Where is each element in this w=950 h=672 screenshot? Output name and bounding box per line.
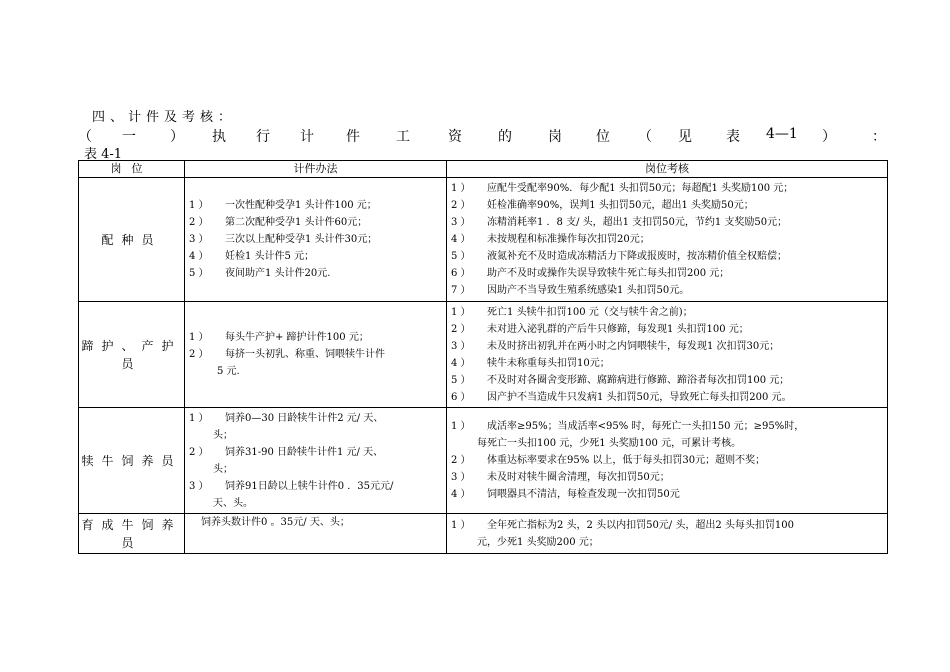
list-item: 4 ） 饲喂器具不清洁，每检查发现一次扣罚50元 bbox=[451, 489, 680, 500]
list-item: 2 ） 妊检准确率90%，误判1 头扣罚50元，超出1 头奖励50元； bbox=[451, 200, 754, 211]
table-caption: 表 4-1 bbox=[84, 147, 123, 162]
list-item-continuation: 头； bbox=[213, 429, 233, 441]
heading-char: 资 bbox=[448, 129, 462, 145]
list-item: 3 ） 未及时对犊牛圈舍清理，每次扣罚50元； bbox=[451, 472, 670, 483]
list-item-continuation: 每死亡一头扣100 元，少死1 头奖励100 元，可累计考核。 bbox=[477, 438, 742, 449]
method-cell bbox=[185, 178, 447, 302]
heading-char: 表 bbox=[726, 129, 740, 145]
list-item: 1 ） 成活率≥95%；当成活率<95% 时，每死亡一头扣150 元；≥95%时， bbox=[451, 421, 805, 432]
list-item-continuation: 元，少死1 头奖励200 元； bbox=[477, 536, 599, 548]
list-item: 5 ） 不及时对各圈舍变形蹄、腐蹄病进行修蹄、蹄浴者每次扣罚100 元； bbox=[451, 374, 790, 386]
heading-char: 件 bbox=[346, 129, 360, 145]
heading-char: ） bbox=[822, 129, 836, 145]
list-item: 3 ） 未及时挤出初乳并在两小时之内饲喂犊牛，每发现1 次扣罚30元； bbox=[451, 340, 780, 352]
table-header-row bbox=[79, 161, 888, 178]
list-item: 1 ） 一次性配种受孕1 头计件100 元； bbox=[189, 200, 377, 211]
list-item: 4 ） 妊检1 头计件5 元； bbox=[189, 251, 315, 262]
list-item: 3 ） 冻精消耗率1 ．8 支/ 头，超出1 支扣罚50元，节约1 支奖励50元； bbox=[451, 217, 788, 228]
heading-char: 一 bbox=[122, 129, 136, 145]
list-item: 5 ） 液氮补充不及时造成冻精活力下降或报废时，按冻精价值全权赔偿； bbox=[451, 251, 787, 262]
list-item: 1 ） 死亡1 头犊牛扣罚100 元（交与犊牛舍之前)； bbox=[451, 306, 693, 318]
subsection-heading bbox=[78, 126, 886, 144]
heading-char: 行 bbox=[256, 129, 270, 145]
assessment-cell bbox=[447, 178, 888, 302]
method-cell bbox=[185, 408, 447, 514]
list-item: 1 ） 饲养0—30 日龄犊牛计件2 元/ 天、 bbox=[189, 412, 384, 424]
list-item: 3 ） 三次以上配种受孕1 头计件30元； bbox=[189, 234, 378, 245]
list-item: 7 ） 因助产不当导致生殖系统感染1 头扣罚50元。 bbox=[451, 285, 690, 296]
heading-char: 计 bbox=[300, 129, 314, 145]
list-item: 3 ） 饲养91日龄以上犊牛计件0 ．35元元/ bbox=[189, 480, 394, 492]
heading-char: （ bbox=[638, 129, 652, 145]
header-assessment: 岗位考核 bbox=[447, 161, 888, 178]
heading-char: 见 bbox=[678, 129, 692, 145]
list-item: 2 ） 第二次配种受孕1 头计件60元； bbox=[189, 217, 368, 228]
header-position: 岗位 bbox=[79, 161, 185, 178]
heading-char: 岗 bbox=[548, 129, 562, 145]
list-item-continuation: 头； bbox=[213, 463, 233, 475]
heading-char: 执 bbox=[212, 129, 226, 145]
list-item: 1 ） 每头牛产护+ 蹄护计件100 元； bbox=[189, 332, 369, 343]
header-method: 计件办法 bbox=[185, 161, 447, 178]
list-item-continuation: 天、头。 bbox=[213, 497, 253, 509]
list-item: 2 ） 饲养31-90 日龄犊牛计件1 元/ 天、 bbox=[189, 446, 384, 458]
heading-char: ： bbox=[872, 129, 886, 145]
heading-char: （ bbox=[78, 129, 92, 145]
list-item: 5 ） 夜间助产1 头计件20元. bbox=[189, 268, 331, 279]
assessment-cell bbox=[447, 408, 888, 514]
table-row bbox=[79, 178, 888, 302]
list-item: 1 ） 应配牛受配率90%．每少配1 头扣罚50元；每超配1 头奖励100 元； bbox=[451, 183, 794, 194]
heading-char: 工 bbox=[396, 129, 410, 145]
position-cell: 配种员 bbox=[79, 178, 185, 302]
method-text: 饲养头数计件0 。35元/ 天、头； bbox=[201, 517, 350, 528]
assessment-cell bbox=[447, 302, 888, 408]
table-row bbox=[79, 514, 888, 554]
list-item: 2 ） 体重达标率要求在95% 以上，低于每头扣罚30元；超则不奖； bbox=[451, 455, 766, 466]
heading-char: ） bbox=[170, 129, 184, 145]
position-cell: 蹄护、产护员 bbox=[79, 302, 185, 408]
list-item: 2 ） 每挤一头初乳、称重、饲喂犊牛计件 bbox=[189, 349, 385, 360]
position-cell: 犊牛饲养员 bbox=[79, 408, 185, 514]
list-item: 6 ） 助产不及时或操作失误导致犊牛死亡每头扣罚200 元； bbox=[451, 268, 730, 279]
position-cell: 育成牛饲养员 bbox=[79, 514, 185, 554]
list-item: 4 ） 未按规程和标准操作每次扣罚20元； bbox=[451, 234, 650, 245]
list-item: 4 ） 犊牛未称重每头扣罚10元； bbox=[451, 357, 610, 369]
table-row bbox=[79, 302, 888, 408]
method-cell bbox=[185, 514, 447, 554]
heading-char: 位 bbox=[596, 129, 610, 145]
heading-char: 的 bbox=[498, 129, 512, 145]
table-row bbox=[79, 408, 888, 514]
list-item: 6 ） 因产护不当造成牛只发病1 头扣罚50元，导致死亡每头扣罚200 元。 bbox=[451, 391, 792, 403]
method-cell bbox=[185, 302, 447, 408]
list-item: 1 ） 全年死亡指标为2 头，2 头以内扣罚50元/ 头，超出2 头每头扣罚100 bbox=[451, 519, 794, 531]
list-item-continuation: 5 元. bbox=[217, 366, 240, 377]
list-item: 2 ） 未对进入泌乳群的产后牛只修蹄，每发现1 头扣罚100 元； bbox=[451, 323, 749, 335]
assessment-cell bbox=[447, 514, 888, 554]
heading-char: 4—1 bbox=[766, 126, 798, 142]
section-heading: 四、计件及考核： bbox=[92, 110, 237, 125]
piecework-table bbox=[78, 160, 888, 554]
